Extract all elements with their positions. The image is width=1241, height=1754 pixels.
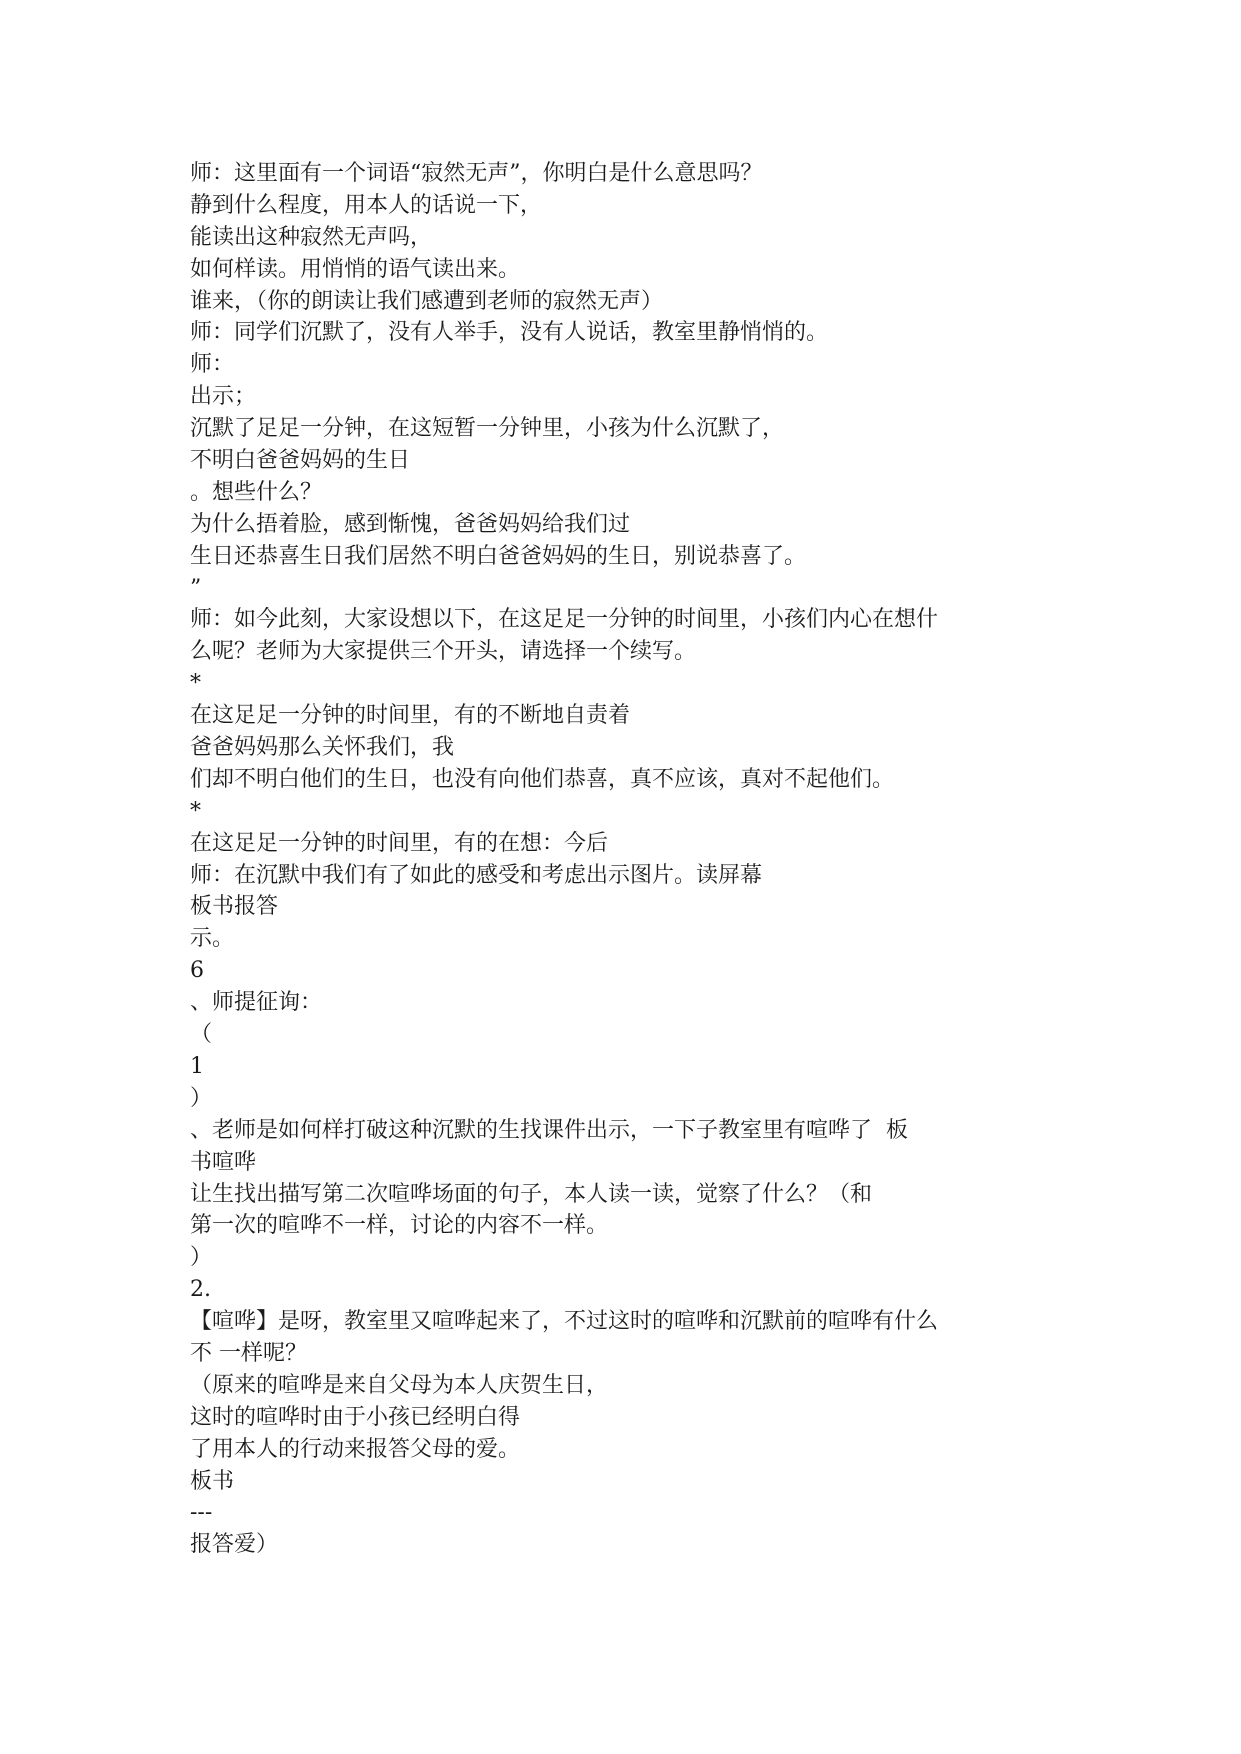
text-line: 不 一样呢？ xyxy=(190,1340,307,1366)
text-line: （ xyxy=(190,1022,213,1048)
text-line: 报答爱） xyxy=(190,1532,279,1558)
text-line: 在这足足一分钟的时间里，有的在想：今后 xyxy=(190,830,609,856)
text-line: * xyxy=(190,798,201,824)
text-line: 2. xyxy=(190,1277,211,1303)
text-line: --- xyxy=(190,1500,213,1526)
text-line: 、师提征询： xyxy=(190,990,323,1016)
text-line: 师：如今此刻，大家设想以下，在这足足一分钟的时间里，小孩们内心在想什 xyxy=(190,607,939,633)
text-line: 爸爸妈妈那么关怀我们，我 xyxy=(190,735,455,761)
text-line: 在这足足一分钟的时间里，有的不断地自责着 xyxy=(190,703,631,729)
text-line: 。想些什么？ xyxy=(190,479,323,505)
text-line: 师： xyxy=(190,352,235,378)
text-line: 为什么捂着脸，感到惭愧，爸爸妈妈给我们过 xyxy=(190,511,631,537)
text-line: 谁来，（你的朗读让我们感遭到老师的寂然无声） xyxy=(190,288,664,314)
text-line: ” xyxy=(190,575,202,601)
text-line: 静到什么程度，用本人的话说一下， xyxy=(190,192,543,218)
text-line: 板书 xyxy=(190,1468,235,1494)
text-line: 不明白爸爸妈妈的生日 xyxy=(190,448,411,474)
text-line: 这时的喧哗时由于小孩已经明白得 xyxy=(190,1404,521,1430)
text-line: * xyxy=(190,671,201,697)
text-line: 么呢？老师为大家提供三个开头，请选择一个续写。 xyxy=(190,639,697,665)
text-line: ） xyxy=(190,1085,213,1111)
text-line: 第一次的喧哗不一样，讨论的内容不一样。 xyxy=(190,1213,609,1239)
text-line: 了用本人的行动来报答父母的爱。 xyxy=(190,1436,521,1462)
text-line: 们却不明白他们的生日，也没有向他们恭喜，真不应该，真对不起他们。 xyxy=(190,766,895,792)
text-line: 【喧哗】是呀，教室里又喧哗起来了，不过这时的喧哗和沉默前的喧哗有什么 xyxy=(190,1309,939,1335)
text-line: 让生找出描写第二次喧哗场面的句子，本人读一读，觉察了什么？（和 xyxy=(190,1181,873,1207)
text-line: 、老师是如何样打破这种沉默的生找课件出示，一下子教室里有喧哗了 板 xyxy=(190,1117,908,1143)
document-body xyxy=(190,158,1070,1561)
text-line: 出示； xyxy=(190,384,257,410)
text-line: 示。 xyxy=(190,926,235,952)
text-line: 板书报答 xyxy=(190,894,279,920)
text-line: （原来的喧哗是来自父母为本人庆贺生日， xyxy=(190,1372,609,1398)
text-line: 1 xyxy=(190,1053,204,1079)
text-line: 沉默了足足一分钟，在这短暂一分钟里，小孩为什么沉默了， xyxy=(190,416,785,442)
text-line: 如何样读。用悄悄的语气读出来。 xyxy=(190,256,521,282)
text-line: 师：在沉默中我们有了如此的感受和考虑出示图片。读屏幕 xyxy=(190,862,763,888)
text-line: 能读出这种寂然无声吗， xyxy=(190,224,433,250)
text-line: 6 xyxy=(190,958,204,984)
text-line: ） xyxy=(190,1245,213,1271)
text-line: 书喧哗 xyxy=(190,1149,257,1175)
text-line: 师：同学们沉默了，没有人举手，没有人说话，教室里静悄悄的。 xyxy=(190,320,829,346)
text-line: 师：这里面有一个词语“寂然无声”，你明白是什么意思吗？ xyxy=(190,161,763,186)
text-line: 生日还恭喜生日我们居然不明白爸爸妈妈的生日，别说恭喜了。 xyxy=(190,543,807,569)
